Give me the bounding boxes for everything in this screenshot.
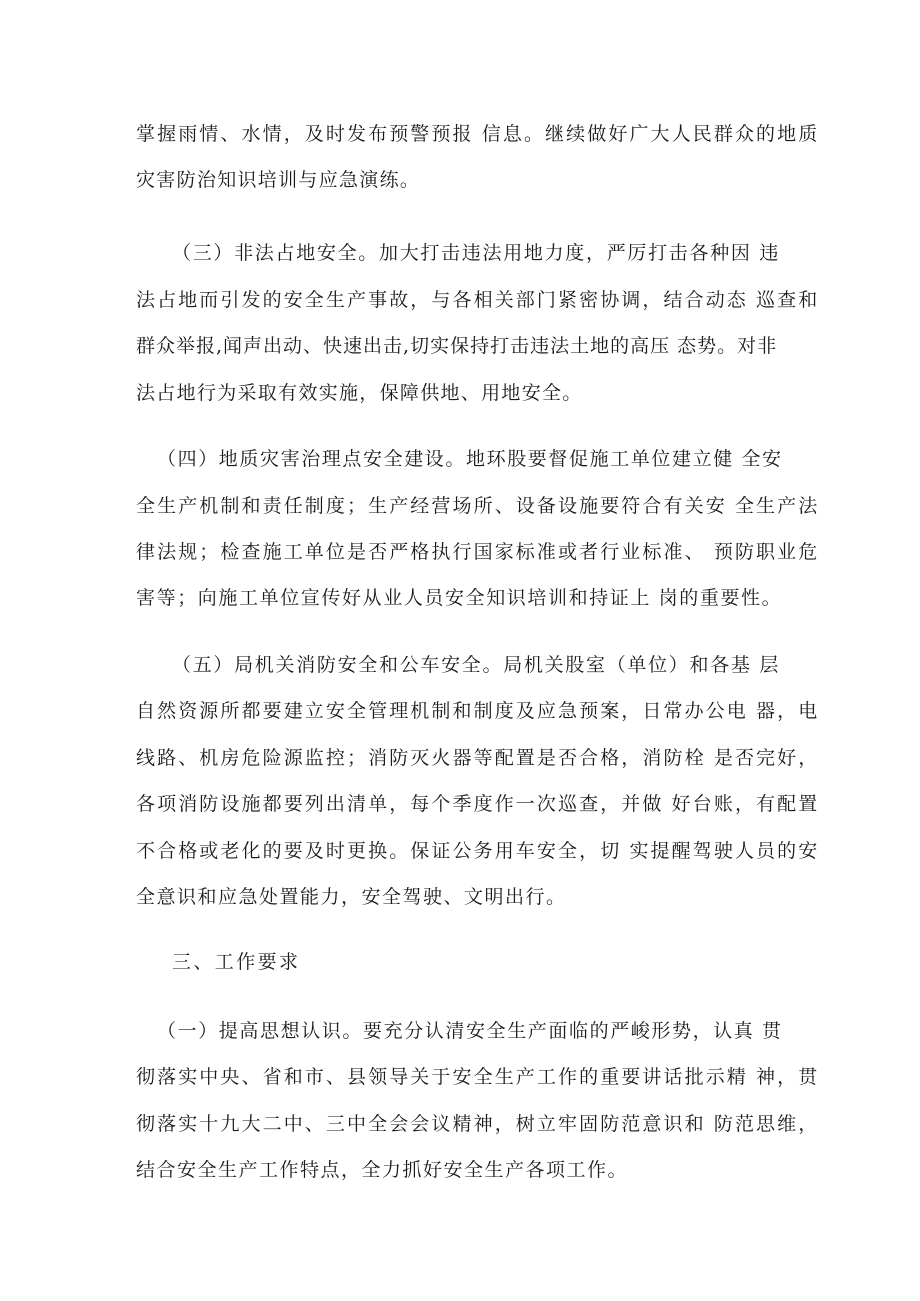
text-line: 全意识和应急处置能力，安全驾驶、文明出行。	[136, 886, 567, 908]
text-line: 各项消防设施都要列出清单，每个季度作一次巡查，并做 好台账，有配置	[136, 793, 820, 815]
text-line: 法占地而引发的安全生产事故，与各相关部门紧密协调，结合动态 巡查和	[136, 289, 820, 311]
text-line: 害等；向施工单位宣传好从业人员安全知识培训和持证上 岗的重要性。	[136, 587, 783, 609]
paragraph-first-line: （三）非法占地安全。加大打击违法用地力度，严厉打击各种因 违	[172, 242, 781, 264]
paragraph-first-line: （一）提高思想认识。要充分认清安全生产面临的严峻形势，认真 贯	[157, 1020, 783, 1042]
text-line: 自然资源所都要建立安全管理机制和制度及应急预案，日常办公电 器，电	[136, 700, 820, 722]
text-line: 掌握雨情、水情，及时发布预警预报 信息。继续做好广大人民群众的地质	[136, 123, 820, 145]
text-line: 彻落实中央、省和市、县领导关于安全生产工作的重要讲话批示精 神，贯	[136, 1066, 820, 1088]
text-line: 全生产机制和责任制度；生产经营场所、设备设施要符合有关安 全生产法	[136, 495, 820, 517]
text-line: 结合安全生产工作特点，全力抓好安全生产各项工作。	[136, 1159, 629, 1181]
text-line: 不合格或老化的要及时更换。保证公务用车安全，切 实提醒驾驶人员的安	[136, 840, 820, 862]
section-heading: 三、工作要求	[172, 951, 301, 973]
text-line: 线路、机房危险源监控；消防灭火器等配置是否合格，消防栓 是否完好，	[136, 747, 820, 769]
paragraph-first-line: （五）局机关消防安全和公车安全。局机关股室（单位）和各基 层	[172, 654, 781, 676]
text-line: 法占地行为采取有效实施，保障供地、用地安全。	[136, 382, 583, 404]
text-line: 彻落实十九大二中、三中全会会议精神，树立牢固防范意识和 防范思维，	[136, 1113, 820, 1135]
paragraph-first-line: （四）地质灾害治理点安全建设。地环股要督促施工单位建立健 全安	[157, 448, 783, 470]
text-line: 律法规；检查施工单位是否严格执行国家标准或者行业标准、 预防职业危	[136, 541, 820, 563]
text-line: 群众举报,闻声出动、快速出击,切实保持打击违法土地的高压 态势。对非	[136, 335, 778, 357]
text-line: 灾害防治知识培训与应急演练。	[136, 169, 421, 191]
